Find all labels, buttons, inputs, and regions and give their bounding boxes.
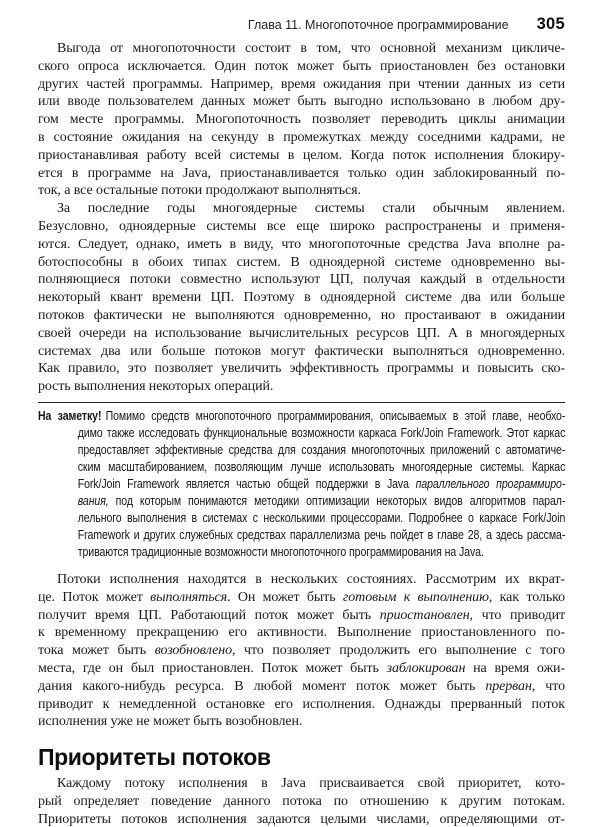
text-line: в состояние ожидания на секунду в промежутках между соседними кадрами, не [38, 129, 565, 145]
text-line: приводит к немедленной остановке его исполнения. Однажды прерванный поток [38, 696, 565, 712]
text-line: Выгода от многопоточности состоит в том, что основной механизм цикличе- [57, 41, 565, 56]
page-body [38, 40, 565, 827]
paragraph-multithreading-benefit [38, 40, 565, 200]
text-line: потоков фактически не выполняются одновременно, но простаивают в ожидании [38, 307, 565, 323]
text-line: к временному прекращению его активности. Выполнение приостановленного по- [38, 625, 565, 641]
text-line: триваются традиционные возможности многопоточного программирования на Java. [77, 544, 484, 559]
text-line: Fork/Join Framework является частью общей поддержки в Java параллельного программиро- [77, 476, 566, 491]
text-line: ботоспособны в обоих типах систем. В одноядерной системе одновременно вы- [38, 254, 565, 270]
text-line: вания, под которым понимаются методики оптимизации некоторых видов алгоритмов парал- [77, 493, 566, 508]
text-line: ток, а все остальные потоки продолжают выполняться. [38, 183, 361, 199]
text-line: получит время ЦП. Работающий поток может быть приостановлен, что приводит [38, 607, 566, 623]
note-divider [38, 402, 565, 403]
text-line: места, где он был приостановлен. Поток может быть заблокирован на время ожи- [38, 660, 565, 676]
text-line: полняющиеся потоки совместно используют ЦП, получая каждый в отдельности [38, 272, 565, 288]
text-line: некоторый квант времени ЦП. Поэтому в одноядерной системе два или больше [38, 290, 565, 306]
text-line: гом месте программы. Многопоточность позволяет переводить циклы анимации [38, 112, 565, 128]
text-line: системах два или больше потоков могут фактически выполняться одновременно. [38, 343, 565, 359]
text-line: других частей программы. Например, время ожидания при чтении данных из сети [38, 76, 565, 92]
text-line: приостанавливая работу всей системы в целом. Когда поток исполнения блокиру- [38, 147, 565, 163]
text-line: Каждому потоку исполнения в Java присваивается свой приоритет, кото- [57, 776, 565, 792]
text-line: рость выполнения некоторых операций. [38, 379, 274, 395]
text-line: Безусловно, одноядерные системы все еще широко распространены и применя- [38, 218, 565, 234]
text-line: ется в программе на Java, приостанавливается только один заблокированный по- [38, 165, 565, 181]
text-line: димо также исследовать функциональные возможности каркаса Fork/Join Framework. Этот каркас [77, 425, 566, 440]
text-line: тока может быть возобновлено, что позволяет продолжить его выполнение с того [38, 643, 565, 659]
note-box [38, 408, 565, 561]
text-line: лельного выполнения в системах с несколькими процессорами. Подробнее о каркасе Fork/Join [77, 510, 566, 525]
text-line: Framework и других служебных средствах параллелизма речь пойдет в главе 28, а здесь рассма- [77, 527, 566, 542]
paragraph-multicore-systems [38, 200, 565, 396]
text-line: ским масштабированием, позволяющим лучше использовать многоядерные системы. Каркас [77, 459, 566, 474]
page-number: 305 [536, 15, 565, 33]
text-line: Потоки исполнения находятся в нескольких состояниях. Рассмотрим их вкрат- [57, 571, 565, 587]
text-line: ского опроса исключается. Один поток может быть приостановлен без остановки [38, 58, 565, 74]
text-line: На заметку! Помимо средств многопоточного программирования, описываемых в этой главе, необхо- [38, 408, 566, 423]
text-line: предоставляет эффективные средства для создания многопоточных приложений с автоматиче- [77, 442, 566, 457]
text-line: рый определяет поведение данного потока по отношению к другим потокам. [38, 793, 565, 809]
section-heading: Приоритеты потоков [38, 744, 271, 771]
page-header [38, 15, 565, 33]
chapter-title: Глава 11. Многопоточное программирование [247, 18, 509, 32]
text-line: дания какого-нибудь ресурса. В любой момент поток может быть прерван, что [38, 678, 565, 694]
text-line: Как правило, это позволяет увеличить эффективность программы и повысить ско- [38, 361, 565, 377]
paragraph-thread-priorities [38, 775, 565, 827]
text-line: це. Поток может выполняться. Он может быть готовым к выполнению, как только [38, 589, 565, 605]
text-line: своей очереди на использование вычислительных ресурсов ЦП. А в многоядерных [38, 325, 565, 341]
note-text [38, 408, 565, 561]
text-line: Приоритеты потоков исполнения задаются целыми числами, определяющими от- [38, 811, 565, 827]
text-line: или вводе пользователем данных может быть выгодно использовано в любом дру- [38, 94, 565, 110]
text-line: ются. Следует, однако, иметь в виду, что многопоточные средства Java вполне ра- [38, 236, 565, 252]
text-line: исполнения уже не может быть возобновлен. [38, 714, 303, 730]
text-line: За последние годы многоядерные системы стали обычным явлением. [57, 201, 565, 217]
paragraph-thread-states [38, 571, 565, 731]
